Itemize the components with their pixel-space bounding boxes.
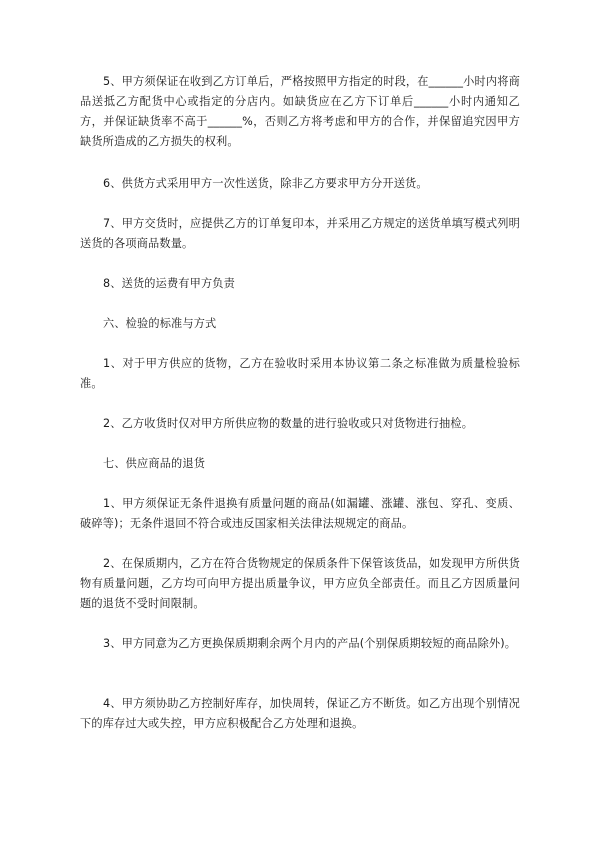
return-clause-1: 1、甲方须保证无条件退换有质量问题的商品(如漏罐、涨罐、涨包、穿孔、变质、破碎等)；无条件退回不符合或违反国家相关法律法规规定的商品。 [80,497,520,530]
clause-6-delivery-method: 6、供货方式采用甲方一次性送货，除非乙方要求甲方分开送货。 [103,177,428,190]
inspection-clause-2: 2、乙方收货时仅对甲方所供应物的数量的进行验收或只对货物进行抽检。 [103,417,474,430]
return-clause-3: 3、甲方同意为乙方更换保质期剩余两个月内的产品(个别保质期较短的商品除外)。 [103,637,517,650]
section-7-heading: 七、供应商品的退货 [103,457,206,470]
clause-8-freight: 8、送货的运费有甲方负责 [103,277,235,290]
return-clause-4: 4、甲方须协助乙方控制好库存，加快周转，保证乙方不断货。如乙方出现个别情况下的库存过大或失控，甲方应积极配合乙方处理和退换。 [80,697,520,730]
section-6-heading: 六、检验的标准与方式 [103,317,217,330]
clause-7-delivery-documents: 7、甲方交货时，应提供乙方的订单复印本，并采用乙方规定的送货单填写模式列明送货的各项商品数量。 [80,217,520,250]
return-clause-2: 2、在保质期内，乙方在符合货物规定的保质条件下保管该货品，如发现甲方所供货物有质量问题，乙方均可向甲方提出质量争议，甲方应负全部责任。而且乙方因质量问题的退货不受时间限制。 [80,557,520,610]
clause-5-delivery-timing: 5、甲方须保证在收到乙方订单后，严格按照甲方指定的时段，在______小时内将商品送抵乙方配货中心或指定的分店内。如缺货应在乙方下订单后______小时内通知乙方，并保证缺货率不高于______%，否则乙方将考虑和甲方的合作，并保留追究因甲方缺货所造成的乙方损失的权利。 [80,75,520,148]
inspection-clause-1: 1、对于甲方供应的货物，乙方在验收时采用本协议第二条之标准做为质量检验标准。 [80,357,520,390]
